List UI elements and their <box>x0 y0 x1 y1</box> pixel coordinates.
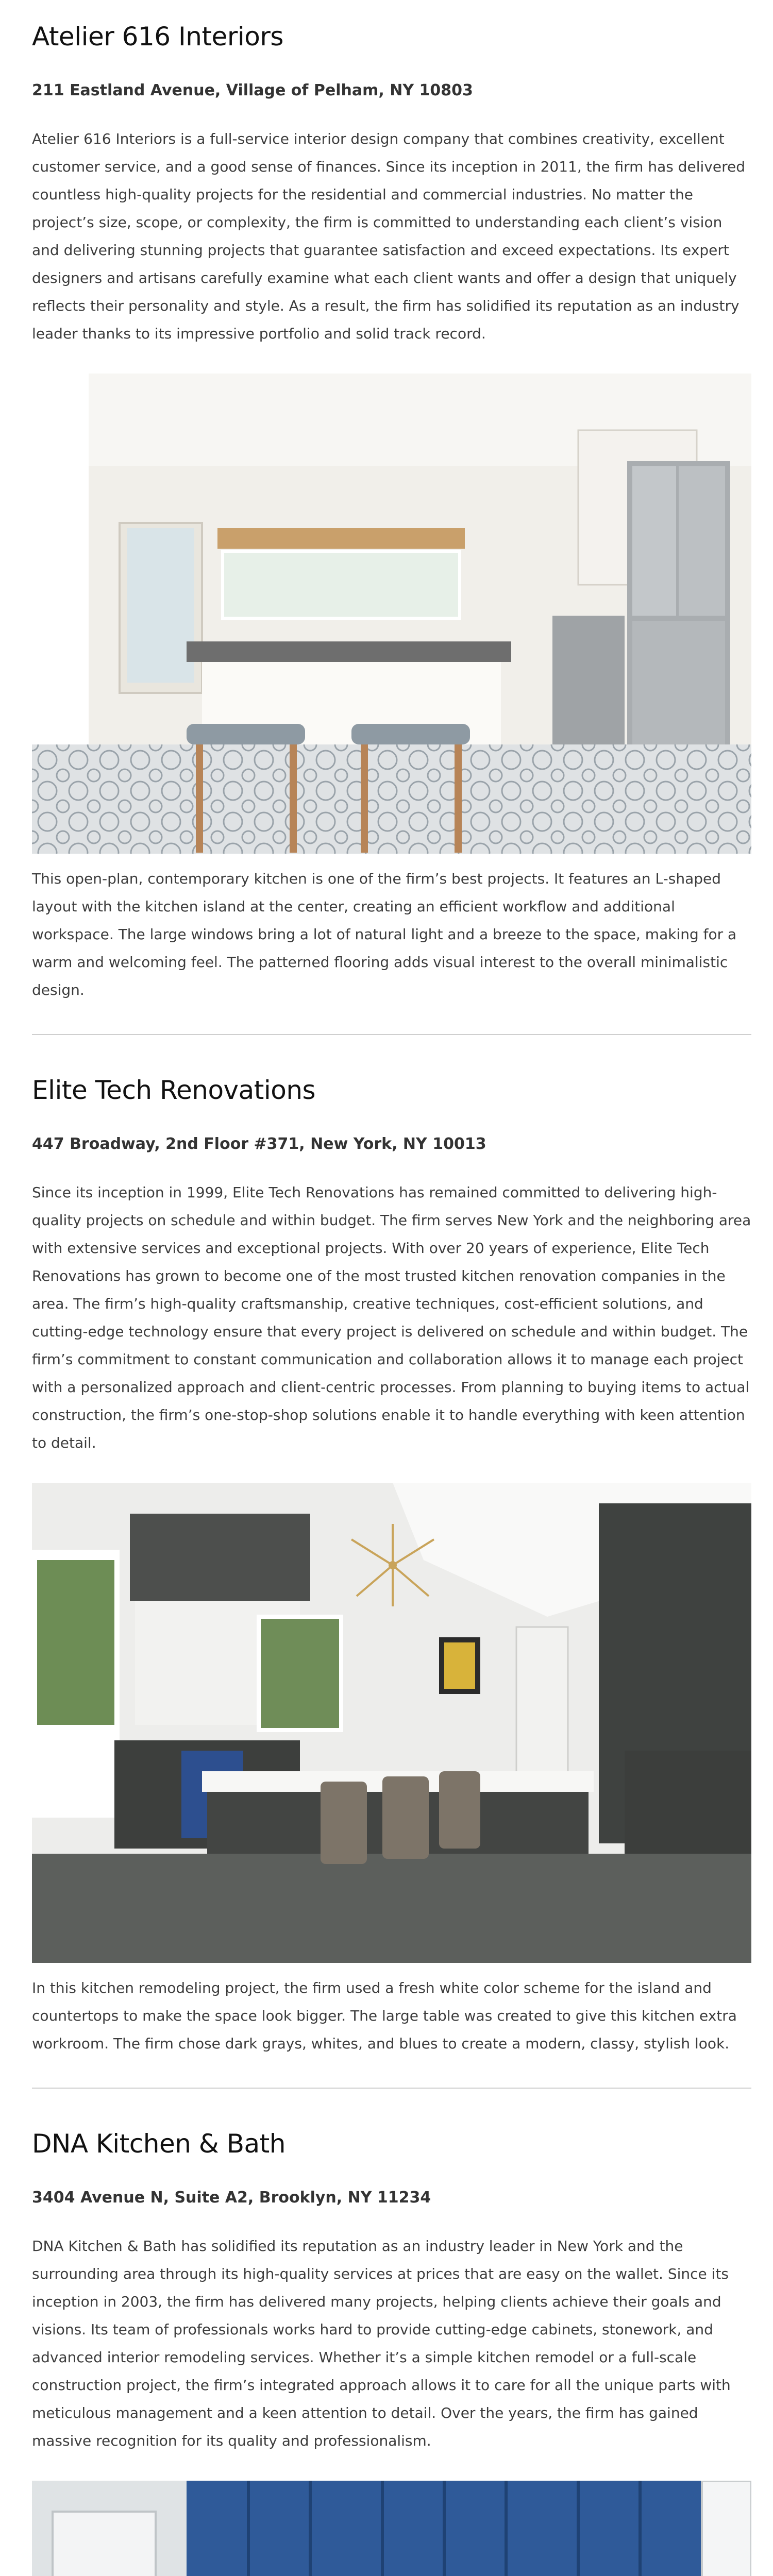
listing-address: 211 Eastland Avenue, Village of Pelham, NY 10803 <box>32 81 473 99</box>
listing-elite-tech <box>32 1075 751 2089</box>
photo-caption: In this kitchen remodeling project, the firm used a fresh white color scheme for the island and countertops to make the space look bigger. The large table was created to give this kitchen extra workroom. The firm chose dark grays, whites, and blues to create a modern, classy, stylish look. <box>32 1979 737 2052</box>
section-divider <box>32 1034 751 1035</box>
listing-title: Elite Tech Renovations <box>32 1075 316 1105</box>
kitchen-photo-dark-gray <box>32 1483 751 1963</box>
article <box>32 0 751 2576</box>
listing-description: DNA Kitchen & Bath has solidified its reputation as an industry leader in New York and the surrounding area through its high-quality services at prices that are easy on the wallet. Since its inception in 2003, the firm has delivered many projects, helping clients achieve their goals and visions. Its team of professionals works hard to provide cutting-edge cabinets, stonework, and advanced interior remodeling services. Whether it’s a simple kitchen remodel or a full-scale construction project, the firm’s integrated approach allows it to care for all the unique parts with meticulous management and a keen attention to detail. Over the years, the firm has gained massive recognition for its quality and professionalism. <box>32 2238 731 2449</box>
listing-atelier-616 <box>32 22 751 1035</box>
listing-address: 3404 Avenue N, Suite A2, Brooklyn, NY 11234 <box>32 2189 431 2207</box>
section-divider <box>32 2088 751 2089</box>
listing-address: 447 Broadway, 2nd Floor #371, New York, NY 10013 <box>32 1135 486 1153</box>
listing-description: Atelier 616 Interiors is a full-service interior design company that combines creativity, excellent customer service, and a good sense of finances. Since its inception in 2011, the firm has delivered countless high-quality projects for the residential and commercial industries. No matter the project’s size, scope, or complexity, the firm is committed to understanding each client’s vision and delivering stunning projects that guarantee satisfaction and exceed expectations. Its expert designers and artisans carefully examine what each client wants and offer a design that uniquely reflects their personality and style. As a result, the firm has solidified its reputation as an industry leader thanks to its impressive portfolio and solid track record. <box>32 130 745 342</box>
listing-title: DNA Kitchen & Bath <box>32 2129 285 2159</box>
kitchen-photo-white-island <box>32 374 751 854</box>
kitchen-photo-blue-cabinets <box>32 2481 751 2576</box>
listing-description: Since its inception in 1999, Elite Tech Renovations has remained committed to delivering high-quality projects on schedule and within budget. The firm serves New York and the neighboring area with extensive services and exceptional projects. With over 20 years of experience, Elite Tech Renovations has grown to become one of the most trusted kitchen renovation companies in the area. The firm’s high-quality craftsmanship, creative techniques, cost-efficient solutions, and cutting-edge technology ensure that every project is delivered on schedule and within budget. The firm’s commitment to constant communication and collaboration allows it to manage each project with a personalized approach and client-centric processes. From planning to buying items to actual construction, the firm’s one-stop-shop solutions enable it to handle everything with keen attention to detail. <box>32 1184 751 1451</box>
listing-dna-kitchen <box>32 2129 751 2576</box>
listing-title: Atelier 616 Interiors <box>32 22 283 52</box>
photo-caption: This open-plan, contemporary kitchen is one of the firm’s best projects. It features an L-shaped layout with the kitchen island at the center, creating an efficient workflow and additional workspace. The large windows bring a lot of natural light and a breeze to the space, making for a warm and welcoming feel. The patterned flooring adds visual interest to the overall minimalistic design. <box>32 870 737 998</box>
